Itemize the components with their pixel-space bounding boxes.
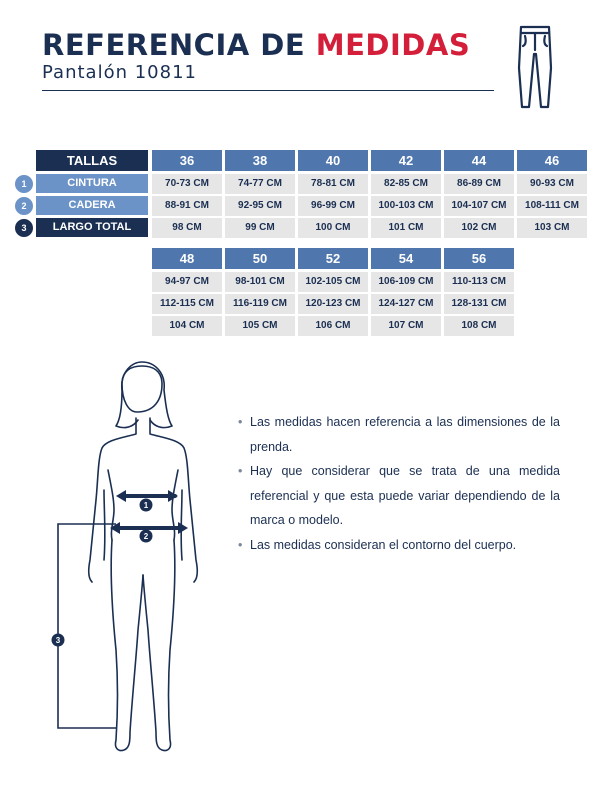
row-label-cintura: CINTURA — [36, 174, 148, 193]
size-header-56: 56 — [444, 248, 514, 269]
note-2: • Hay que considerar que se trata de una medida referencial y que esta puede variar dependiendo de la marca o modelo. — [238, 459, 560, 533]
cintura-cell-50: 98-101 CM — [225, 272, 295, 292]
cadera-cell-54: 124-127 CM — [371, 294, 441, 314]
page-subtitle: Pantalón 10811 — [42, 62, 197, 83]
size-header-42: 42 — [371, 150, 441, 171]
cadera-cell-42: 100-103 CM — [371, 196, 441, 216]
size-header-40: 40 — [298, 150, 368, 171]
title-accent: MEDIDAS — [315, 28, 471, 62]
cadera-cell-56: 128-131 CM — [444, 294, 514, 314]
note-3: • Las medidas consideran el contorno del cuerpo. — [238, 533, 560, 558]
size-header-38: 38 — [225, 150, 295, 171]
marker-2: 2 — [143, 532, 149, 541]
cintura-cell-44: 86-89 CM — [444, 174, 514, 194]
cadera-cell-36: 88-91 CM — [152, 196, 222, 216]
size-header-54: 54 — [371, 248, 441, 269]
size-header-52: 52 — [298, 248, 368, 269]
row-label-largo-total: LARGO TOTAL — [36, 218, 148, 237]
title-main: REFERENCIA DE — [42, 28, 316, 62]
body-silhouette-icon — [50, 360, 210, 760]
row-number-2: 2 — [14, 196, 34, 216]
cintura-cell-48: 94-97 CM — [152, 272, 222, 292]
header — [42, 28, 470, 83]
size-header-50: 50 — [225, 248, 295, 269]
largo-cell-38: 99 CM — [225, 218, 295, 238]
largo-cell-56: 108 CM — [444, 316, 514, 336]
cintura-cell-54: 106-109 CM — [371, 272, 441, 292]
cadera-cell-52: 120-123 CM — [298, 294, 368, 314]
cintura-cell-40: 78-81 CM — [298, 174, 368, 194]
cintura-cell-36: 70-73 CM — [152, 174, 222, 194]
cadera-cell-46: 108-111 CM — [517, 196, 587, 216]
largo-cell-52: 106 CM — [298, 316, 368, 336]
largo-cell-46: 103 CM — [517, 218, 587, 238]
cadera-cell-48: 112-115 CM — [152, 294, 222, 314]
cintura-cell-46: 90-93 CM — [517, 174, 587, 194]
largo-cell-50: 105 CM — [225, 316, 295, 336]
size-header-46: 46 — [517, 150, 587, 171]
largo-cell-54: 107 CM — [371, 316, 441, 336]
largo-cell-48: 104 CM — [152, 316, 222, 336]
largo-cell-36: 98 CM — [152, 218, 222, 238]
cintura-cell-42: 82-85 CM — [371, 174, 441, 194]
cadera-cell-40: 96-99 CM — [298, 196, 368, 216]
row-label-cadera: CADERA — [36, 196, 148, 215]
cintura-cell-52: 102-105 CM — [298, 272, 368, 292]
largo-cell-44: 102 CM — [444, 218, 514, 238]
pants-icon — [515, 24, 555, 110]
cadera-cell-44: 104-107 CM — [444, 196, 514, 216]
row-number-3: 3 — [14, 218, 34, 238]
size-header-48: 48 — [152, 248, 222, 269]
notes-list — [238, 410, 560, 557]
note-1: • Las medidas hacen referencia a las dimensiones de la prenda. — [238, 410, 560, 459]
size-header-36: 36 — [152, 150, 222, 171]
row-number-1: 1 — [14, 174, 34, 194]
cintura-cell-56: 110-113 CM — [444, 272, 514, 292]
marker-3: 3 — [55, 636, 61, 645]
marker-1: 1 — [143, 501, 149, 510]
tallas-header: TALLAS — [36, 150, 148, 171]
cintura-cell-38: 74-77 CM — [225, 174, 295, 194]
header-divider — [42, 90, 494, 91]
size-header-44: 44 — [444, 150, 514, 171]
cadera-cell-50: 116-119 CM — [225, 294, 295, 314]
largo-cell-40: 100 CM — [298, 218, 368, 238]
page-title — [42, 28, 470, 62]
cadera-cell-38: 92-95 CM — [225, 196, 295, 216]
largo-cell-42: 101 CM — [371, 218, 441, 238]
